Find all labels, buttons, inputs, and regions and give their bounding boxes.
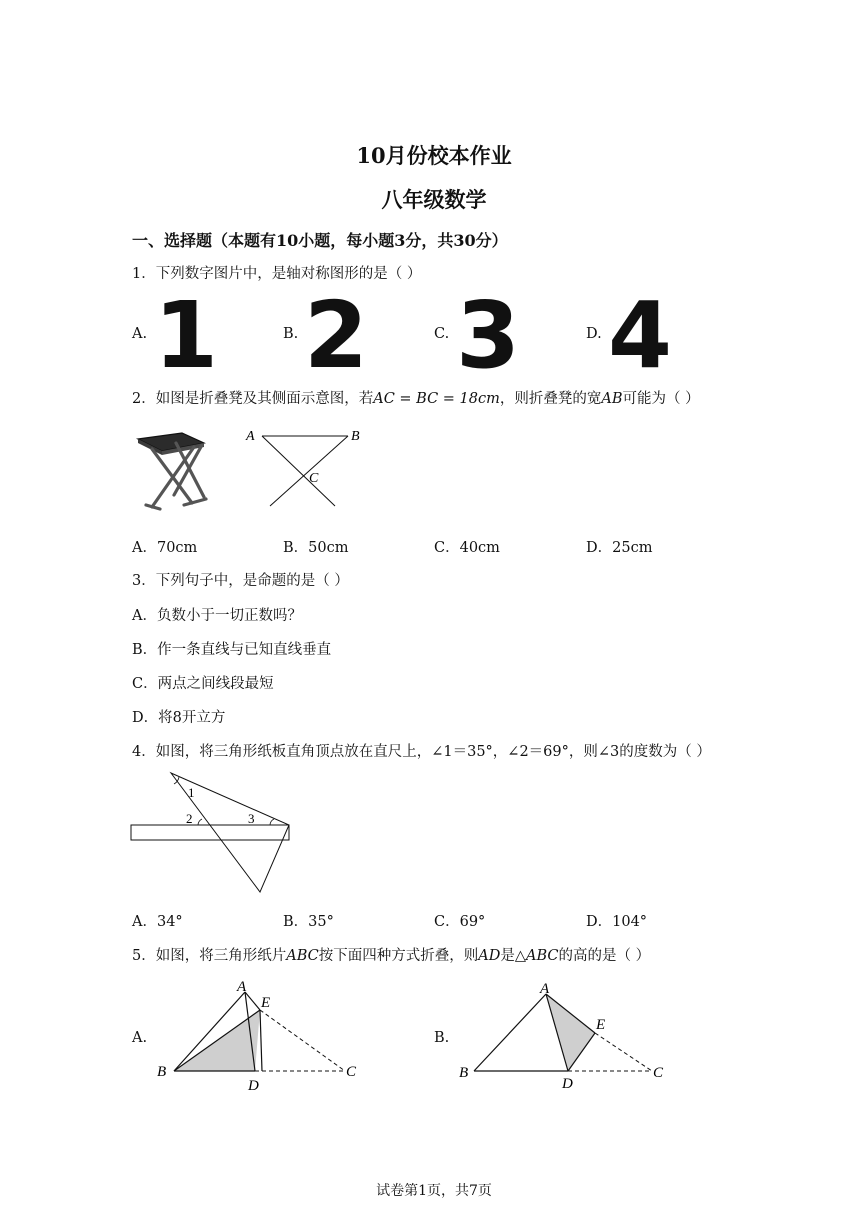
q1-option-c-digit: 3 — [456, 282, 521, 389]
question-3-stem: 3．下列句子中，是命题的是（ ） — [132, 573, 349, 589]
q3-option-b: B．作一条直线与已知直线垂直 — [132, 642, 332, 658]
q5-option-b-diagram — [455, 978, 675, 1098]
q5-option-a-diagram — [150, 978, 370, 1098]
q2-diagram — [240, 424, 370, 514]
question-4-stem: 4．如图，将三角形纸板直角顶点放在直尺上，∠1＝35°，∠2＝69°，则∠3的度数为（ ） — [132, 744, 711, 760]
q1-option-a-label: A. — [132, 326, 148, 342]
page-footer: 试卷第1页，共7页 — [376, 1183, 492, 1199]
q4-option-a: A．34° — [132, 914, 183, 930]
q2-option-b: B．50cm — [283, 540, 349, 556]
q2-stem-suffix: ，则折叠凳的宽 — [499, 391, 602, 407]
q1-option-d-digit: 4 — [608, 282, 673, 389]
q4-label-1: 1 — [188, 785, 195, 800]
q3-option-d: D．将8开立方 — [132, 710, 226, 726]
question-5-stem — [132, 944, 650, 965]
page-title: 10月份校本作业 — [356, 143, 512, 168]
q4-label-3: 3 — [248, 811, 255, 826]
q5-option-b-label: B. — [434, 1030, 450, 1046]
q5-stem-var2: AD — [478, 948, 501, 964]
q5-stem-mid2: 是 — [500, 948, 515, 964]
q2-stem-end: 可能为（ ） — [622, 391, 700, 407]
q5a-label-b: B — [157, 1064, 167, 1080]
q5a-label-d: D — [248, 1078, 259, 1094]
q5b-label-e: E — [596, 1017, 606, 1033]
q1-option-b-label: B. — [283, 326, 299, 342]
q4-option-b: B．35° — [283, 914, 334, 930]
q5b-label-c: C — [653, 1065, 664, 1081]
page-subtitle: 八年级数学 — [381, 187, 487, 212]
q3-option-a: A．负数小于一切正数吗？ — [132, 608, 302, 624]
q3-option-c: C．两点之间线段最短 — [132, 676, 274, 692]
q1-option-a-digit: 1 — [154, 282, 219, 389]
q4-option-d: D．104° — [586, 914, 648, 930]
q5-stem-var1: ABC — [286, 948, 319, 964]
q5a-label-c: C — [346, 1064, 357, 1080]
q2-option-c: C．40cm — [434, 540, 500, 556]
q5b-label-a: A — [540, 981, 550, 997]
q5-stem-var3: △ABC — [514, 948, 559, 964]
q4-label-2: 2 — [186, 811, 193, 826]
q1-option-d-label: D. — [586, 326, 602, 342]
q2-stem-formula: AC = BC = 18cm — [373, 391, 500, 407]
q1-option-c-label: C. — [434, 326, 450, 342]
q2-option-d: D．25cm — [586, 540, 653, 556]
question-2-stem — [132, 387, 700, 408]
q2-label-b: B — [351, 429, 360, 444]
q5a-label-a: A — [237, 979, 247, 995]
q4-diagram — [128, 770, 298, 898]
q5b-label-d: D — [562, 1076, 573, 1092]
q5-stem-end: 的高的是（ ） — [558, 948, 651, 964]
q5-option-a-label: A. — [132, 1030, 148, 1046]
folding-stool-image — [132, 425, 212, 515]
q5a-label-e: E — [261, 995, 271, 1011]
q1-option-b-digit: 2 — [304, 282, 369, 389]
q5-stem-prefix: 5．如图，将三角形纸片 — [132, 948, 287, 964]
q2-stem-var: AB — [601, 391, 623, 407]
q2-stem-prefix: 2．如图是折叠凳及其侧面示意图，若 — [132, 391, 374, 407]
question-1-stem: 1．下列数字图片中，是轴对称图形的是（ ） — [132, 266, 422, 282]
q5b-label-b: B — [459, 1065, 469, 1081]
section-heading: 一、选择题（本题有10小题，每小题3分，共30分） — [132, 231, 508, 250]
q2-label-c: C — [309, 471, 319, 486]
q5-stem-mid: 按下面四种方式折叠，则 — [318, 948, 479, 964]
q2-label-a: A — [246, 429, 255, 444]
q2-option-a: A．70cm — [132, 540, 198, 556]
q4-option-c: C．69° — [434, 914, 486, 930]
